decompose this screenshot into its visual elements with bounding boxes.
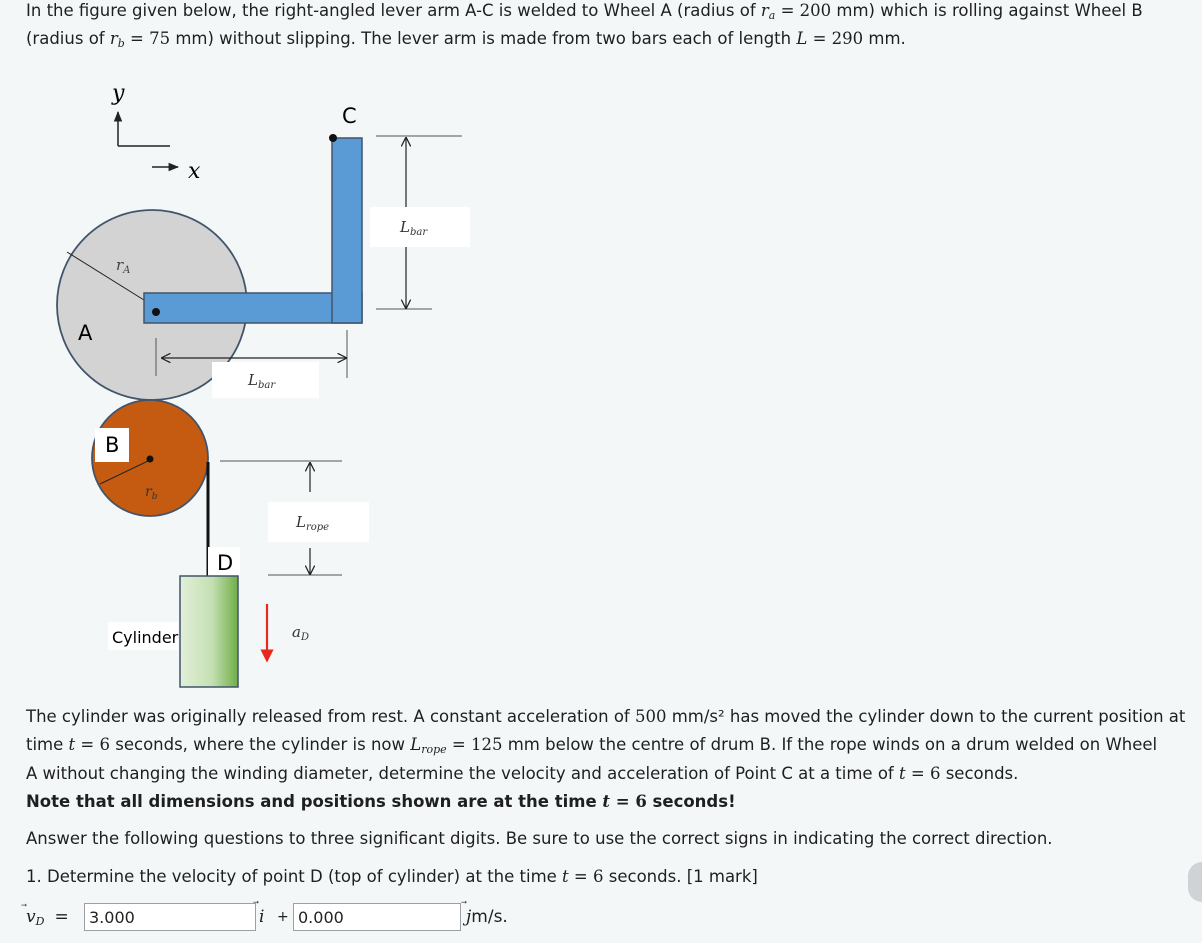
- t-value: = 6: [610, 792, 647, 811]
- vd-symbol: v: [26, 907, 36, 927]
- var-t: t: [562, 867, 569, 886]
- body-text: time: [26, 735, 69, 754]
- body-text: mm/s² has moved the cylinder down to the current position at: [666, 707, 1186, 726]
- vd-sub: D: [35, 915, 45, 928]
- ra-value: = 200: [775, 1, 832, 20]
- point-c: [329, 134, 337, 142]
- scroll-handle[interactable]: [1188, 862, 1202, 902]
- lbar-v-label: $L_{bar}$: [400, 218, 428, 238]
- t-value: = 6: [568, 867, 604, 886]
- point-c-label: C: [342, 104, 357, 128]
- question-text: seconds. [1 mark]: [603, 867, 758, 886]
- wheel-b-center: [147, 456, 154, 463]
- j-unit-vector: j: [466, 907, 472, 927]
- lever-horizontal-bar: [144, 293, 362, 323]
- vd-i-component-input[interactable]: [84, 903, 256, 931]
- lever-vertical-bar: [332, 138, 362, 323]
- accel-value: 500: [634, 707, 667, 726]
- L-value: = 290: [807, 29, 864, 48]
- intro-text: mm) without slipping. The lever arm is made from two bars each of length: [170, 29, 797, 48]
- body-text: mm below the centre of drum B. If the rope winds on a drum welded on Wheel: [502, 735, 1158, 754]
- var-r: r: [760, 1, 769, 20]
- accel-label: $a_D$: [292, 623, 309, 643]
- vd-j-component-input[interactable]: [293, 903, 461, 931]
- wheel-a-center: [152, 308, 160, 316]
- var-r: r: [109, 29, 118, 48]
- note-text: seconds!: [646, 792, 736, 811]
- cylinder: [180, 576, 238, 687]
- intro-text: mm.: [863, 29, 906, 48]
- var-t: t: [898, 764, 906, 783]
- wheel-a-label: A: [78, 321, 93, 345]
- note-text: Note that all dimensions and positions shown are at the time: [26, 792, 603, 811]
- t-value: = 6: [905, 764, 941, 783]
- lbar-h-label: $L_{bar}$: [248, 371, 276, 391]
- body-text: A without changing the winding diameter, determine the velocity and acceleration of Point C at a time of: [26, 764, 899, 783]
- t-value: = 6: [75, 735, 110, 754]
- var-t: t: [602, 792, 611, 811]
- cylinder-label: Cylinder: [112, 628, 179, 647]
- plus-sign: +: [277, 909, 289, 925]
- intro-text: (radius of: [26, 29, 110, 48]
- var-sub: rope: [421, 743, 447, 756]
- rb-value: = 75: [124, 29, 171, 48]
- equals-sign: =: [54, 907, 69, 927]
- lrope-label: $L_{rope}$: [296, 513, 330, 533]
- radius-b-label: $r_b$: [145, 484, 158, 502]
- body-text: The cylinder was originally released from rest. A constant acceleration of: [26, 707, 635, 726]
- body-text: seconds, where the cylinder is now: [110, 735, 411, 754]
- body-line-1: [26, 703, 1185, 731]
- var-t: t: [68, 735, 76, 754]
- point-d-label: D: [217, 551, 234, 575]
- x-axis-label: x: [188, 159, 201, 184]
- lrope-value: = 125: [446, 735, 503, 754]
- var-L: L: [410, 735, 422, 754]
- intro-text: mm) which is rolling against Wheel B: [831, 1, 1143, 20]
- i-unit-vector: i: [259, 907, 265, 927]
- mechanism-figure: [0, 70, 480, 700]
- body-text: seconds.: [940, 764, 1019, 783]
- var-sub: b: [117, 37, 125, 50]
- var-L: L: [796, 29, 808, 48]
- j-unit: [466, 903, 508, 931]
- body-line-3: [26, 760, 1018, 788]
- axes: [111, 81, 201, 184]
- var-sub: a: [768, 9, 776, 22]
- question-1: [26, 863, 758, 891]
- i-unit: [259, 903, 264, 931]
- question-text: 1. Determine the velocity of point D (top of cylinder) at the time: [26, 867, 563, 886]
- intro-line-2: [26, 25, 906, 58]
- wheel-b-label: B: [105, 433, 120, 457]
- units-label: m/s.: [471, 907, 508, 927]
- radius-a-label: $r_A$: [116, 256, 131, 276]
- instruction-line: Answer the following questions to three significant digits. Be sure to use the correct signs in indicating the correct direction.: [26, 829, 1053, 848]
- note-line: [26, 788, 736, 816]
- intro-text: In the figure given below, the right-angled lever arm A-C is welded to Wheel A (radius of: [26, 1, 761, 20]
- vd-label: [26, 903, 69, 936]
- y-axis-label: y: [112, 81, 125, 106]
